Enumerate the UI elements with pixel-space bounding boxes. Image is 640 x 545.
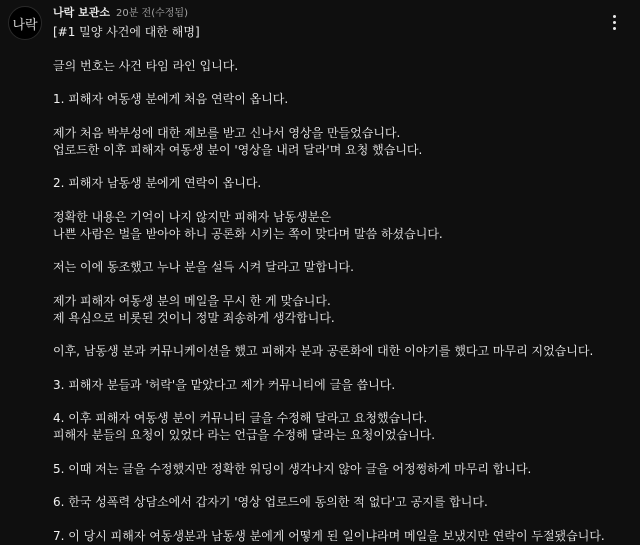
comment-line: 글의 번호는 사건 타임 라인 입니다.	[53, 58, 239, 73]
comment-line: 정확한 내용은 기억이 나지 않지만 피해자 남동생분은	[53, 209, 331, 224]
comment-line: 7. 이 당시 피해자 여동생분과 남동생 분에게 어떻게 된 일이냐라며 메일을 보냈지만 연락이 두절됐습니다.	[53, 528, 605, 543]
comment-line: 저는 이에 동조했고 누나 분을 설득 시켜 달라고 말합니다.	[53, 260, 354, 275]
comment-header	[53, 6, 188, 20]
comment-line: 나쁜 사람은 벌을 받아야 하니 공론화 시키는 쪽이 맞다며 말씀 하셨습니다.	[53, 226, 443, 241]
comment-body	[53, 24, 633, 545]
author-name[interactable]: 나락 보관소	[53, 6, 110, 19]
comment-line: 업로드한 이후 피해자 여동생 분이 '영상을 내려 달라'며 요청 했습니다.	[53, 142, 423, 157]
blank-line	[53, 108, 633, 125]
comment-line: 6. 한국 성폭력 상담소에서 갑자기 '영상 업로드에 동의한 적 없다'고 공지를 합니다.	[53, 495, 488, 510]
comment-line: 이후, 남동생 분과 커뮤니케이션을 했고 피해자 분과 공론화에 대한 이야기를 했다고 마무리 지었습니다.	[53, 344, 594, 359]
channel-avatar[interactable]	[8, 6, 42, 40]
blank-line	[53, 478, 633, 495]
comment-line: [#1 밀양 사건에 대한 해명]	[53, 25, 200, 39]
comment-line: 피해자 분들의 요청이 있었다 라는 언급을 수정해 달라는 요청이었습니다.	[53, 428, 436, 443]
blank-line	[53, 276, 633, 293]
blank-line	[53, 242, 633, 259]
avatar-text: 나락	[12, 17, 38, 33]
comment-line: 5. 이때 저는 글을 수정했지만 정확한 워딩이 생각나지 않아 글을 어정쩡하게 마무리 합니다.	[53, 461, 532, 476]
comment-time[interactable]: 20분 전(수정됨)	[115, 8, 188, 19]
blank-line	[53, 158, 633, 175]
blank-line	[53, 360, 633, 377]
blank-line	[53, 41, 633, 58]
comment-line: 제가 처음 박부성에 대한 제보를 받고 신나서 영상을 만들었습니다.	[53, 125, 401, 140]
comment-line: 1. 피해자 여동생 분에게 처음 연락이 옵니다.	[53, 92, 289, 107]
blank-line	[53, 444, 633, 461]
comment-line: 3. 피해자 분들과 '허락'을 맡았다고 제가 커뮤니티에 글을 씁니다.	[53, 377, 396, 392]
comment-line: 4. 이후 피해자 여동생 분이 커뮤니티 글을 수정해 달라고 요청했습니다.	[53, 411, 428, 426]
comment-line: 제 욕심으로 비롯된 것이니 정말 죄송하게 생각합니다.	[53, 310, 335, 325]
comment-line: 제가 피해자 여동생 분의 메일을 무시 한 게 맞습니다.	[53, 293, 331, 308]
blank-line	[53, 511, 633, 528]
blank-line	[53, 394, 633, 411]
blank-line	[53, 326, 633, 343]
blank-line	[53, 74, 633, 91]
blank-line	[53, 192, 633, 209]
comment-line: 2. 피해자 남동생 분에게 연락이 옵니다.	[53, 176, 262, 191]
